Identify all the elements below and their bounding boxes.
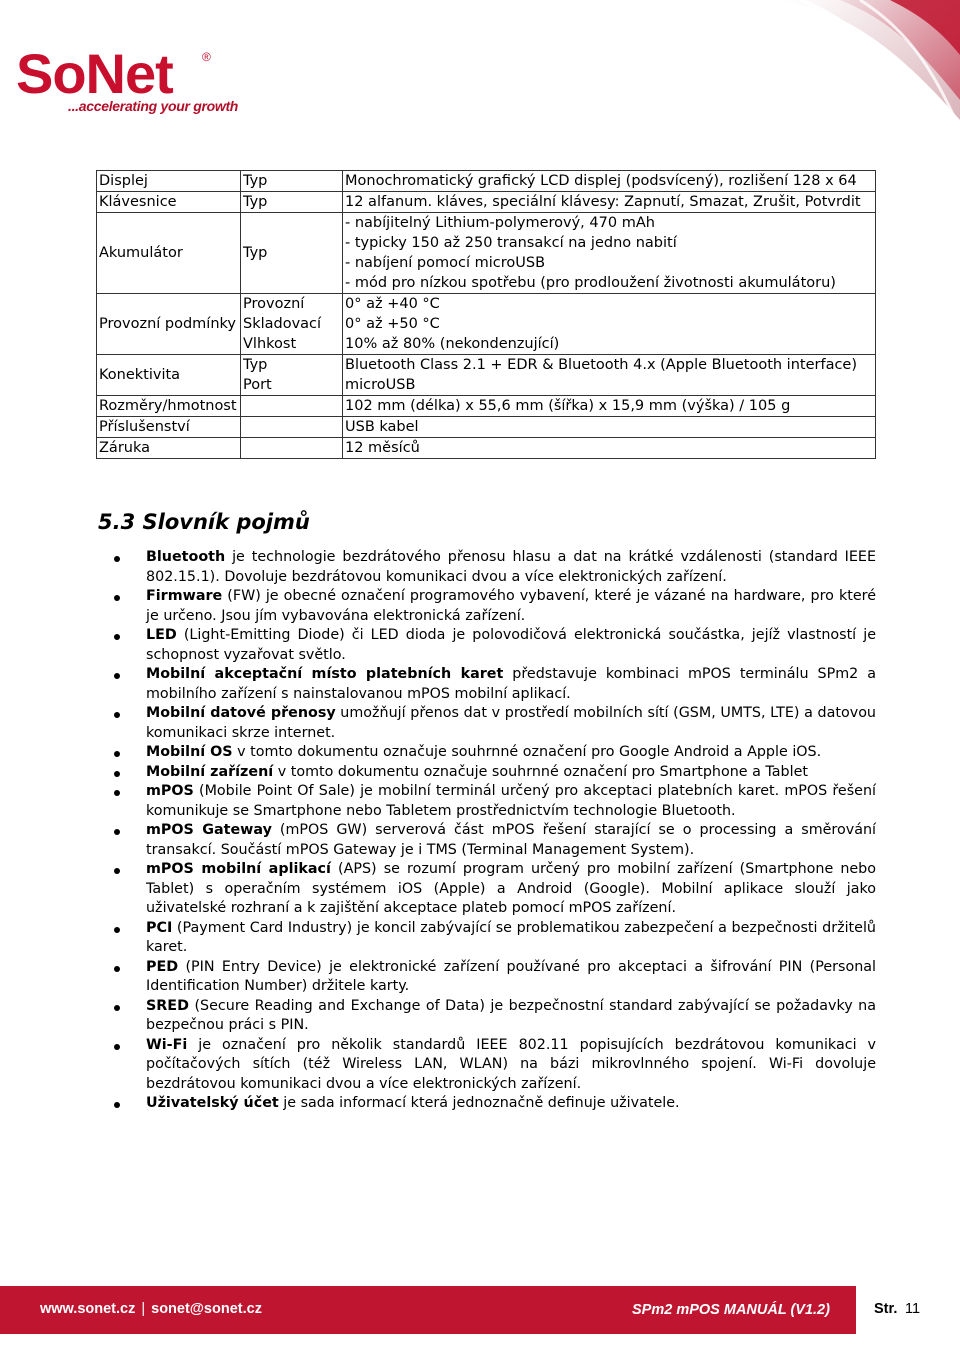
spec-row [97, 396, 876, 417]
glossary-definition: je technologie bezdrátového přenosu hlasu a dat na krátké vzdálenosti (standard IEEE 802.15.1). Dovoluje bezdrátovou komunikaci dvou a více elektronických zařízení. [146, 549, 876, 585]
glossary-definition: (APS) se rozumí program určený pro mobilní zařízení (Smartphone nebo Tablet) s operačním systémem iOS (Apple) a Android (Google). Mobilní aplikace slouží jako uživatelské rozhraní a k zajištění akceptace plateb pomocí mPOS zařízení. [146, 861, 876, 916]
spec-row [97, 213, 876, 294]
spec-value-line: 12 alfanum. kláves, speciální klávesy: Zapnutí, Smazat, Zrušit, Potvrdit [345, 194, 861, 210]
bullet-icon [114, 1005, 120, 1011]
glossary-term: Mobilní datové přenosy [146, 705, 336, 721]
bullet-icon [114, 673, 120, 679]
glossary-definition: v tomto dokumentu označuje souhrnné označení pro Smartphone a Tablet [273, 763, 808, 780]
spec-value-line: microUSB [345, 377, 416, 393]
spec-label: Displej [97, 171, 241, 192]
glossary-term: Mobilní zařízení [146, 763, 274, 780]
spec-label: Konektivita [97, 355, 241, 396]
glossary-item [110, 821, 876, 860]
glossary-item [110, 665, 876, 704]
spec-value-line: Monochromatický grafický LCD displej (podsvícený), rozlišení 128 x 64 [345, 173, 857, 189]
spec-value-line: Bluetooth Class 2.1 + EDR & Bluetooth 4.x (Apple Bluetooth interface) [345, 357, 858, 373]
spec-table [96, 170, 876, 459]
logo-registered-mark: ® [202, 50, 211, 64]
spec-sublabel [241, 213, 343, 294]
glossary-term: Firmware [146, 588, 223, 604]
glossary-item [110, 1094, 876, 1114]
footer-manual-title: SPm2 mPOS MANUÁL (V1.2) [632, 1302, 830, 1318]
glossary-item [110, 919, 876, 958]
spec-row [97, 294, 876, 355]
glossary-definition: je sada informací která jednoznačně definuje uživatele. [278, 1095, 680, 1111]
footer-contact [40, 1301, 262, 1317]
spec-value-line: 102 mm (délka) x 55,6 mm (šířka) x 15,9 mm (výška) / 105 g [345, 398, 791, 414]
footer-page-number: 11 [905, 1301, 921, 1317]
bullet-icon [114, 868, 120, 874]
footer-email-link[interactable]: sonet@sonet.cz [151, 1301, 262, 1317]
sonet-logo [16, 42, 246, 116]
spec-value-line: - typicky 150 až 250 transakcí na jedno nabití [345, 235, 677, 251]
bullet-icon [114, 927, 120, 933]
spec-value-line: 10% až 80% (nekondenzující) [345, 336, 560, 352]
bullet-icon [114, 771, 120, 777]
spec-sublabel [241, 171, 343, 192]
glossary-item [110, 782, 876, 821]
spec-value-line: 12 měsíců [345, 440, 420, 456]
glossary-item [110, 704, 876, 743]
spec-label: Akumulátor [97, 213, 241, 294]
footer-page-label: Str. [874, 1301, 898, 1317]
spec-row [97, 417, 876, 438]
glossary-item [110, 860, 876, 919]
spec-label: Příslušenství [97, 417, 241, 438]
footer-separator: | [141, 1301, 146, 1317]
spec-sublabel-line: Typ [243, 173, 268, 189]
glossary-term: mPOS Gateway [146, 822, 272, 838]
spec-sublabel-line: Typ [243, 245, 268, 261]
glossary-term: mPOS mobilní aplikací [146, 861, 331, 877]
glossary-term: Wi-Fi [146, 1036, 188, 1053]
spec-value-line: - mód pro nízkou spotřebu (pro prodloužení životnosti akumulátoru) [345, 275, 836, 291]
glossary-term: Bluetooth [146, 549, 226, 565]
bullet-icon [114, 829, 120, 835]
bullet-icon [114, 790, 120, 796]
spec-value-line: 0° až +40 °C [345, 296, 440, 312]
spec-value [343, 396, 876, 417]
spec-sublabel [241, 192, 343, 213]
glossary-term: mPOS [146, 783, 194, 799]
glossary-definition: (mPOS GW) serverová část mPOS řešení starající se o processing a směrování transakcí. Součástí mPOS Gateway je i TMS (Terminal Management System). [146, 822, 876, 858]
logo-wordmark: SoNet [16, 42, 173, 105]
glossary-item [110, 997, 876, 1036]
glossary-term: Mobilní OS [146, 744, 233, 760]
glossary-definition: (Mobile Point Of Sale) je mobilní terminál určený pro akceptaci platebních karet. mPOS řešení komunikuje se Smartphone nebo Tabletem prostřednictvím technologie Bluetooth. [146, 783, 876, 819]
spec-value-line: - nabíjitelný Lithium-polymerový, 470 mAh [345, 215, 655, 231]
logo-tagline: ...accelerating your growth [68, 98, 239, 114]
glossary-item [110, 958, 876, 997]
page-footer [0, 1286, 960, 1334]
spec-value [343, 213, 876, 294]
spec-value [343, 355, 876, 396]
glossary-item [110, 1036, 876, 1095]
spec-sublabel [241, 417, 343, 438]
spec-value [343, 171, 876, 192]
spec-value [343, 438, 876, 459]
glossary-definition: je označení pro několik standardů IEEE 802.11 popisujících bezdrátovou komunikaci v počítačových sítích (též Wireless LAN, WLAN) na bázi mikrovlnného spojení. Wi-Fi dovoluje bezdrátovou komunikaci dvou a více elektronických zařízení. [146, 1036, 876, 1092]
bullet-icon [114, 595, 120, 601]
spec-sublabel [241, 355, 343, 396]
glossary-definition: (Secure Reading and Exchange of Data) je bezpečnostní standard zabývající se požadavky na bezpečnou práci s PIN. [146, 997, 876, 1033]
header-decoration-icon [720, 0, 960, 150]
spec-label: Rozměry/hmotnost [97, 396, 241, 417]
spec-value [343, 192, 876, 213]
spec-sublabel [241, 438, 343, 459]
glossary-item [110, 548, 876, 587]
spec-value-line: USB kabel [345, 419, 419, 435]
spec-sublabel-line: Port [243, 377, 272, 393]
bullet-icon [114, 556, 120, 562]
glossary-definition: (PIN Entry Device) je elektronické zařízení používané pro akceptaci a šifrování PIN (Personal Identification Number) držitele karty. [146, 958, 876, 994]
spec-value-line: 0° až +50 °C [345, 316, 440, 332]
spec-sublabel-line: Typ [243, 357, 268, 373]
spec-sublabel-line: Vlhkost [243, 336, 297, 352]
bullet-icon [114, 712, 120, 718]
section-title: 5.3 Slovník pojmů [98, 510, 310, 534]
glossary-term: PED [146, 958, 179, 975]
glossary-term: PCI [146, 919, 173, 936]
spec-sublabel-line: Skladovací [243, 316, 322, 332]
spec-row [97, 171, 876, 192]
spec-row [97, 438, 876, 459]
bullet-icon [114, 1044, 120, 1050]
spec-sublabel-line: Provozní [243, 296, 305, 312]
spec-sublabel-line: Typ [243, 194, 268, 210]
glossary-term: Uživatelský účet [146, 1095, 279, 1111]
glossary-list [110, 548, 876, 1114]
glossary-definition: (FW) je obecné označení programového vybavení, které je vázané na hardware, pro které je určeno. Jsou jím vybavována elektronická zařízení. [146, 588, 876, 624]
glossary-definition: (Light-Emitting Diode) či LED dioda je polovodičová elektronická součástka, jejíž vlastností je schopnost vyzařovat světlo. [146, 627, 876, 663]
spec-label: Provozní podmínky [97, 294, 241, 355]
spec-sublabel [241, 396, 343, 417]
glossary-item [110, 743, 876, 763]
spec-value [343, 294, 876, 355]
bullet-icon [114, 634, 120, 640]
spec-sublabel [241, 294, 343, 355]
glossary-definition: představuje kombinaci mPOS terminálu SPm2 a mobilního zařízení s nainstalovanou mPOS mobilní aplikací. [146, 666, 876, 702]
spec-row [97, 192, 876, 213]
spec-value-line: - nabíjení pomocí microUSB [345, 255, 546, 271]
spec-value [343, 417, 876, 438]
glossary-item [110, 587, 876, 626]
glossary-item [110, 626, 876, 665]
glossary-definition: (Payment Card Industry) je koncil zabývající se problematikou zabezpečení a bezpečnosti držitelů karet. [146, 919, 876, 955]
glossary-item [110, 763, 876, 783]
spec-label: Klávesnice [97, 192, 241, 213]
glossary-definition: umožňují přenos dat v prostředí mobilních sítí (GSM, UMTS, LTE) a datovou komunikaci skrze internet. [146, 705, 876, 741]
glossary-term: SRED [146, 997, 189, 1014]
bullet-icon [114, 966, 120, 972]
bullet-icon [114, 751, 120, 757]
glossary-definition: v tomto dokumentu označuje souhrnné označení pro Google Android a Apple iOS. [232, 744, 822, 760]
footer-page-box [856, 1286, 960, 1334]
bullet-icon [114, 1102, 120, 1108]
glossary-term: LED [146, 627, 177, 643]
glossary-term: Mobilní akceptační místo platebních karet [146, 666, 504, 682]
footer-website-link[interactable]: www.sonet.cz [40, 1301, 136, 1317]
spec-label: Záruka [97, 438, 241, 459]
spec-row [97, 355, 876, 396]
